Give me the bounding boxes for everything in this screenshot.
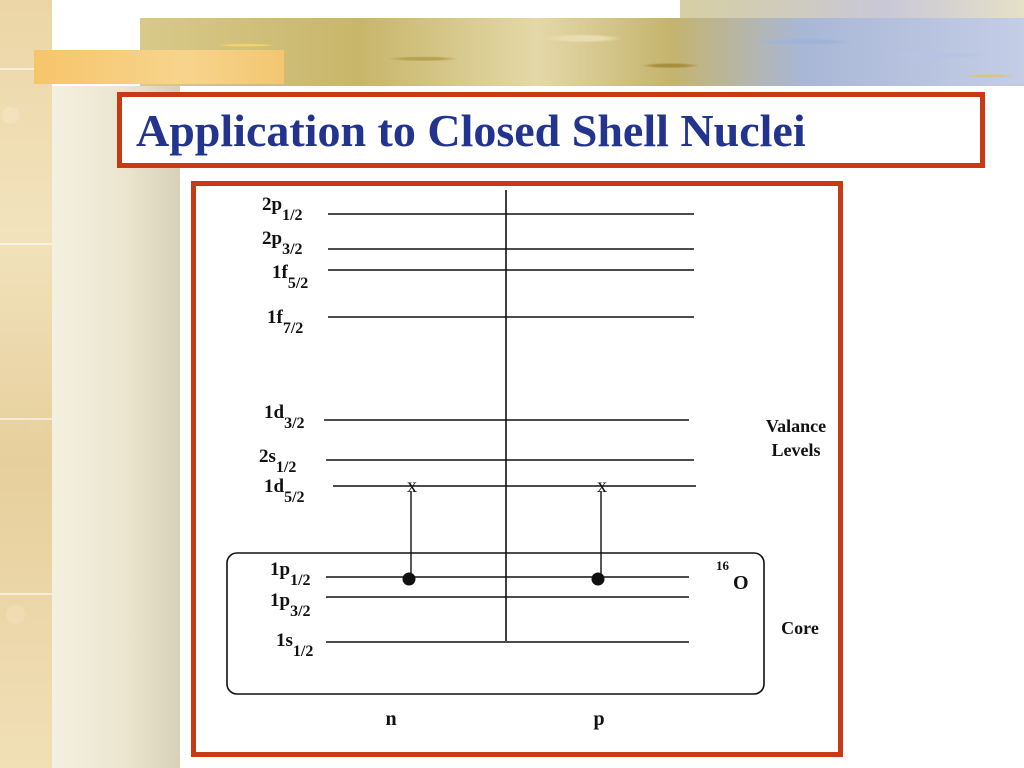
neutron-hole-dot xyxy=(403,573,416,586)
shell-diagram-frame xyxy=(191,181,843,757)
core-label: Core xyxy=(781,618,819,638)
level-label-2s-1-2: $2s_{1/2}$ xyxy=(259,446,297,476)
level-label-1d-3-2: $1d_{3/2}$ xyxy=(264,402,305,432)
level-label-1s-1-2: $1s_{1/2}$ xyxy=(276,630,314,660)
valence-label-line1: Valance xyxy=(765,416,827,436)
level-label-1f-5-2: $1f_{5/2}$ xyxy=(272,262,309,292)
proton-particle-marker: x xyxy=(597,475,607,497)
nucleus-mass-number: 16 xyxy=(716,558,729,573)
title-frame xyxy=(117,92,985,168)
level-label-1d-5-2: $1d_{5/2}$ xyxy=(264,476,305,506)
proton-column-label: p xyxy=(593,708,605,730)
background-header-photo-top xyxy=(680,0,1024,20)
background-left-band xyxy=(0,0,52,768)
level-label-2p-1-2: $2p_{1/2}$ xyxy=(262,194,303,224)
background-header-strip xyxy=(34,50,284,84)
proton-hole-dot xyxy=(592,573,605,586)
level-label-1p-3-2: $1p_{3/2}$ xyxy=(270,590,311,620)
background-left-shadow xyxy=(52,86,180,768)
level-label-1p-1-2: $1p_{1/2}$ xyxy=(270,559,311,589)
neutron-particle-marker: x xyxy=(407,475,417,497)
valence-label-line2: Levels xyxy=(771,440,821,460)
neutron-column-label: n xyxy=(385,708,397,730)
slide-title: Application to Closed Shell Nuclei xyxy=(136,105,806,156)
level-label-2p-3-2: $2p_{3/2}$ xyxy=(262,228,303,258)
level-label-1f-7-2: $1f_{7/2}$ xyxy=(267,307,304,337)
shell-level-diagram xyxy=(196,186,838,752)
nucleus-symbol: O xyxy=(733,572,749,594)
